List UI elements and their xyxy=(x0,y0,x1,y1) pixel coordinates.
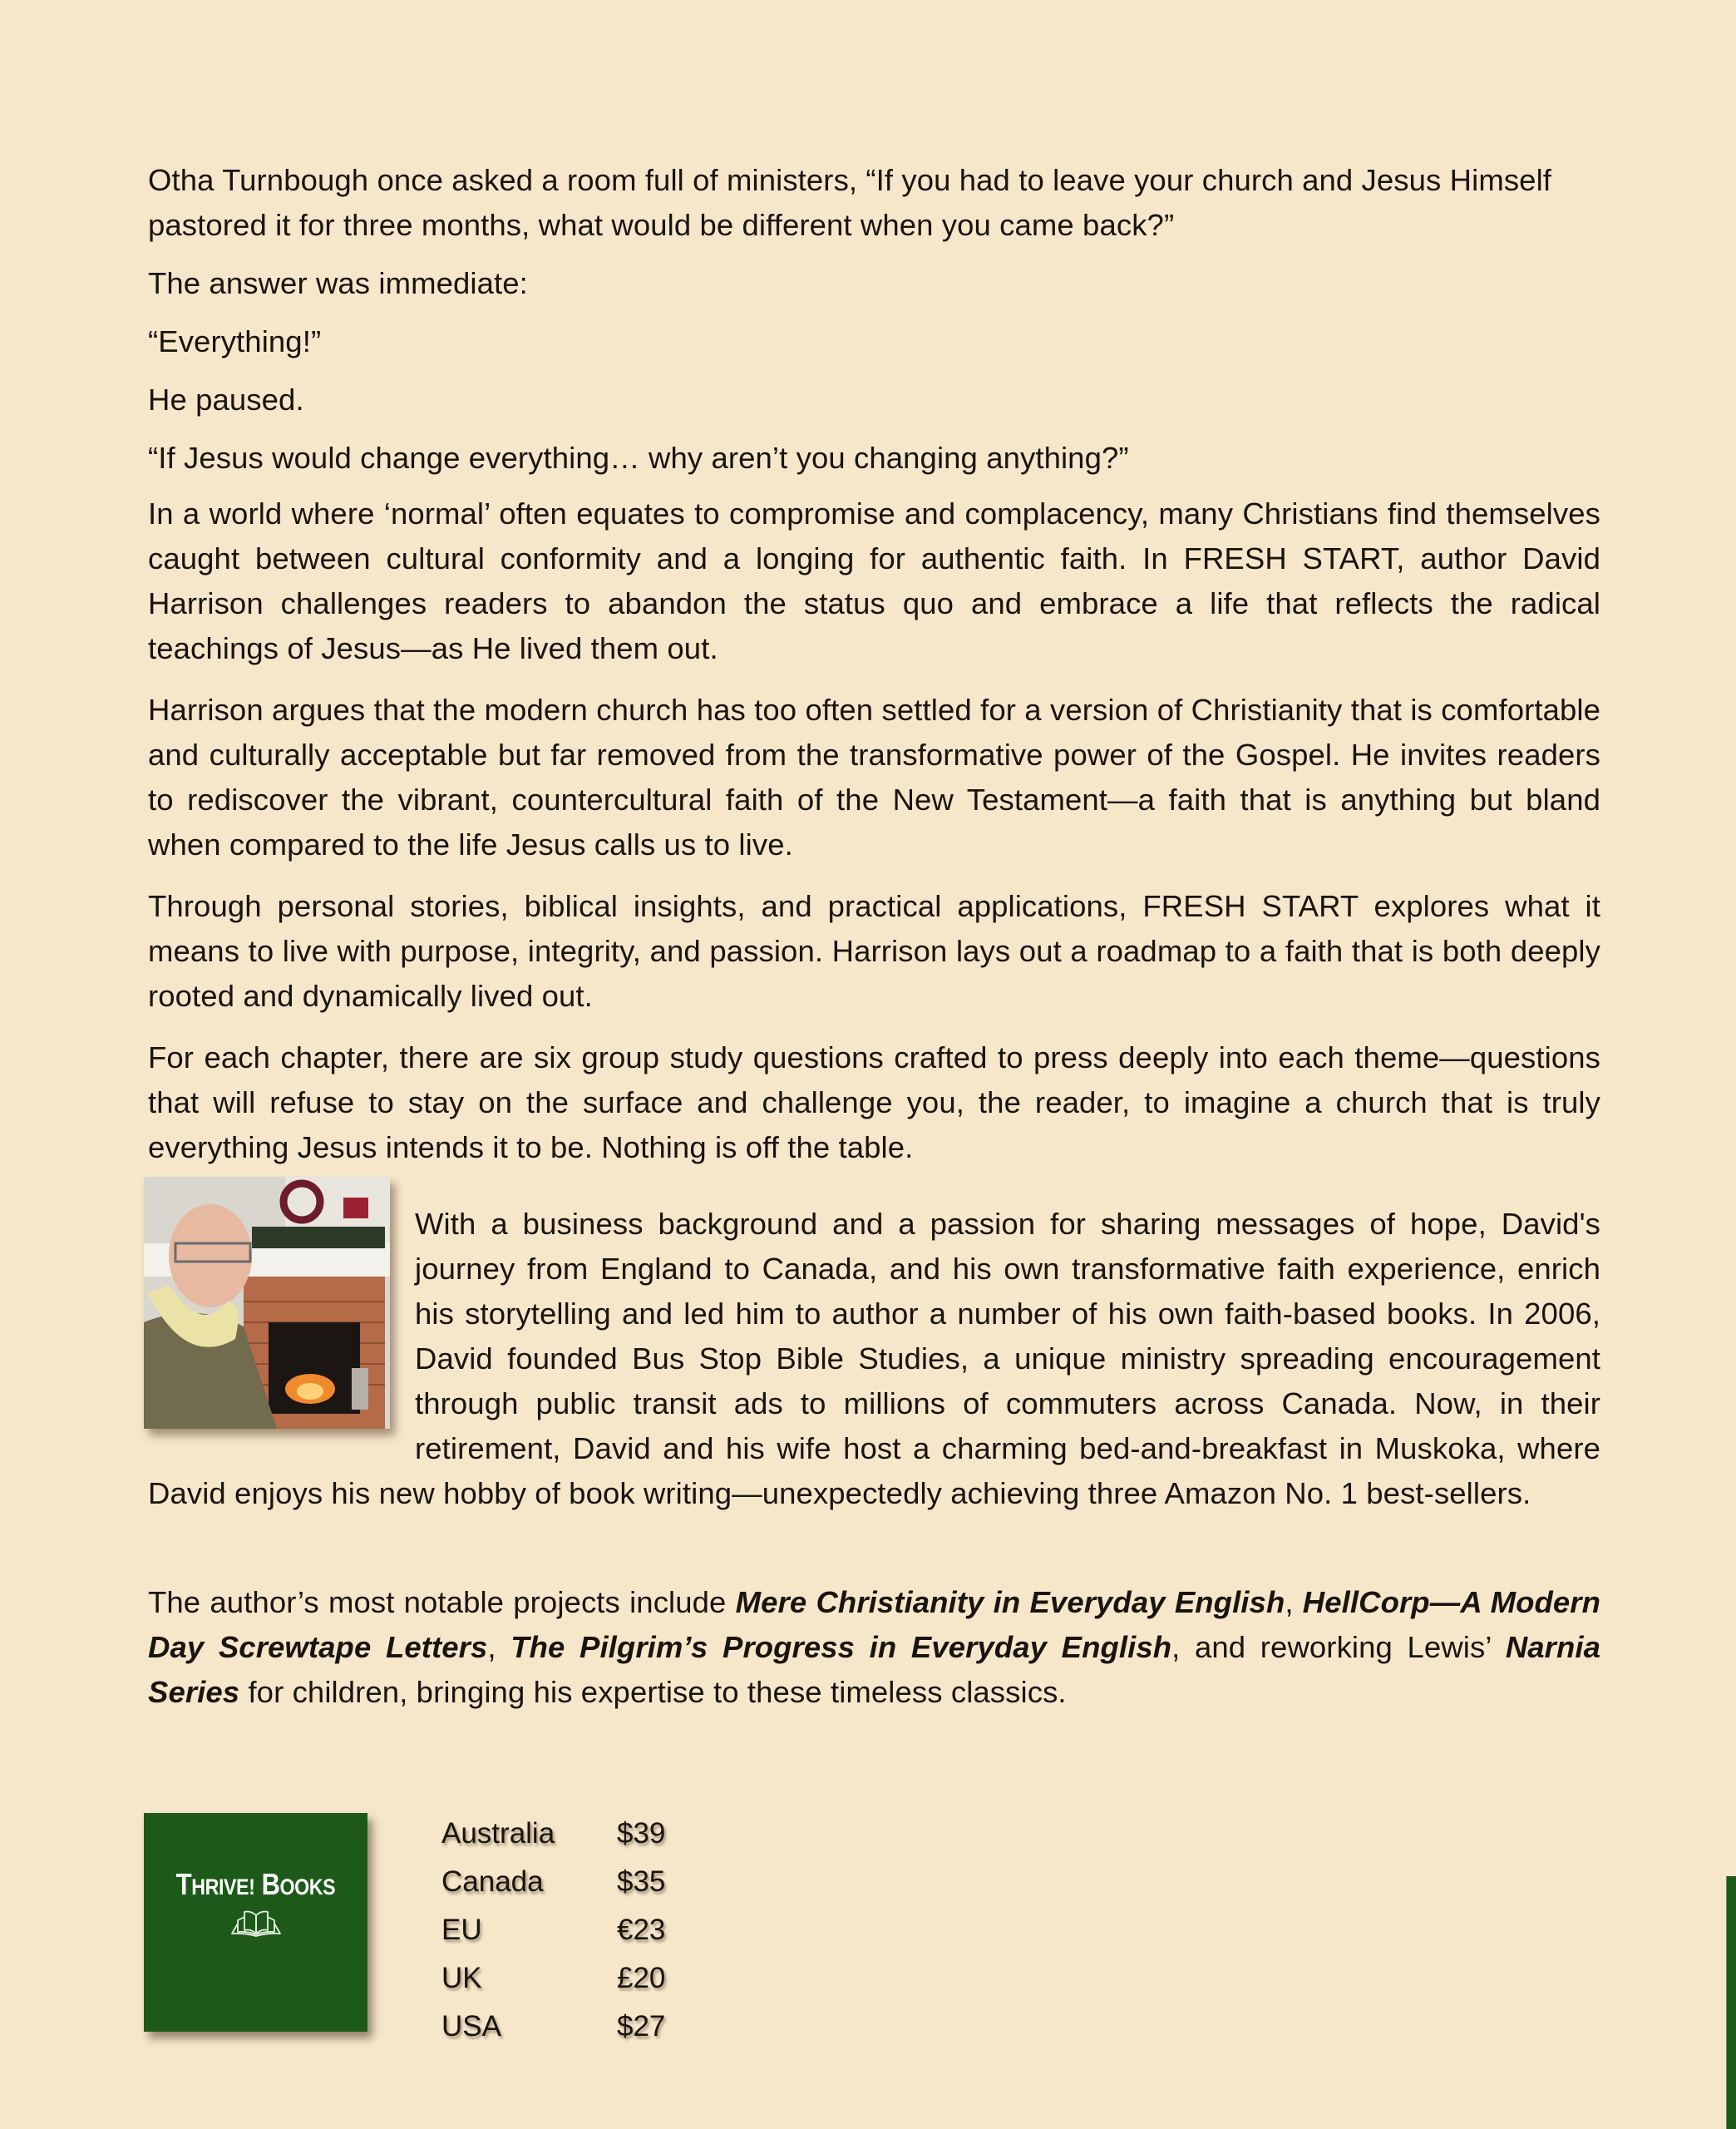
open-book-icon xyxy=(230,1909,282,1937)
project-title-pilgrims-progress: The Pilgrim’s Progress in Everyday English xyxy=(510,1630,1172,1664)
synopsis-paragraph-1: In a world where ‘normal’ often equates to compromise and complacency, many Christians find themselves caught between cultural conformity and a longing for authentic faith. In FRESH START, author David Harrison challenges readers to abandon the status quo and embrace a life that reflects the radical teachings of Jesus—as He lived them out. xyxy=(148,496,1600,665)
projects-tail-text: for children, bringing his expertise to these timeless classics. xyxy=(239,1675,1067,1709)
project-title-hellcorp: HellCorp—A Modern Day Screwtape Letters xyxy=(148,1585,1600,1664)
synopsis-paragraph-2: Harrison argues that the modern church has too often settled for a version of Christianity that is comfortable and culturally acceptable but far removed from the transformative power of the Gospel. He invites readers to rediscover the vibrant, countercultural faith of the New Testament—a faith that is anything but bland when compared to the life Jesus calls us to live. xyxy=(148,693,1600,862)
price-value: £20 xyxy=(617,1962,666,1994)
projects-lead-text: The author’s most notable projects include xyxy=(148,1585,736,1619)
logo-word-rest: OOKS xyxy=(279,1875,336,1899)
author-bio-section xyxy=(148,1202,1600,1516)
author-portrait-image xyxy=(144,1177,390,1429)
logo-initial: T xyxy=(175,1867,192,1901)
price-value: €23 xyxy=(617,1914,666,1946)
price-value: $39 xyxy=(617,1817,666,1850)
price-country: Australia xyxy=(441,1817,555,1850)
synopsis-paragraph-4: For each chapter, there are six group study questions crafted to press deeply into each theme—questions that will refuse to stay on the surface and challenge you, the reader, to imagine a church that is truly everything Jesus intends it to be. Nothing is off the table. xyxy=(148,1040,1600,1164)
price-country: UK xyxy=(441,1962,482,1994)
project-title-narnia: Narnia Series xyxy=(148,1630,1601,1709)
synopsis-paragraph-3: Through personal stories, biblical insights, and practical applications, FRESH START explores what it means to live with purpose, integrity, and passion. Harrison lays out a roadmap to a faith that is both deeply rooted and dynamically lived out. xyxy=(148,889,1600,1013)
spine-accent-bar xyxy=(1726,1876,1736,2129)
synopsis-section xyxy=(148,491,1600,1170)
publisher-logo-text xyxy=(160,1868,352,1904)
price-country: Canada xyxy=(441,1865,544,1898)
projects-separator: , xyxy=(1285,1585,1303,1619)
projects-section xyxy=(148,1580,1600,1715)
question-quote: “If Jesus would change everything… why aren’t you changing anything?” xyxy=(148,441,1129,475)
price-country: EU xyxy=(441,1914,482,1946)
price-row xyxy=(441,1954,665,2003)
he-paused-line: He paused. xyxy=(148,383,304,417)
price-country: USA xyxy=(441,2010,501,2043)
price-row xyxy=(441,1906,665,1954)
price-list xyxy=(441,1810,665,2051)
price-row xyxy=(441,2003,665,2051)
answer-line: The answer was immediate: xyxy=(148,266,528,300)
author-photo xyxy=(144,1177,390,1429)
price-row xyxy=(441,1858,665,1906)
intro-section xyxy=(148,158,1600,481)
project-title-mere-christianity: Mere Christianity in Everyday English xyxy=(735,1585,1285,1619)
intro-quote-paragraph: Otha Turnbough once asked a room full of ministers, “If you had to leave your church and Jesus Himself pastored it for three months, what would be different when you came back?” xyxy=(148,163,1552,242)
price-value: $35 xyxy=(617,1865,666,1898)
price-value: $27 xyxy=(617,2010,666,2043)
everything-quote: “Everything!” xyxy=(148,324,322,358)
author-bio-paragraph: With a business background and a passion for sharing messages of hope, David's journey from England to Canada, and his own transformative faith experience, enrich his storytelling and led him to author a number of his own faith-based books. In 2006, David founded Bus Stop Bible Studies, a unique ministry spreading encouragement through public transit ads to millions of commuters across Canada. Now, in their retirement, David and his wife host a charming bed-and-breakfast in Muskoka, where David enjoys his new hobby of book writing—unexpectedly achieving three Amazon No. 1 best-sellers. xyxy=(148,1207,1600,1510)
projects-mid-text: , and reworking Lewis’ xyxy=(1171,1630,1506,1664)
publisher-logo xyxy=(144,1813,367,2032)
logo-initial: B xyxy=(261,1867,280,1901)
projects-separator: , xyxy=(487,1630,511,1664)
logo-word-rest: HRIVE! xyxy=(191,1875,255,1899)
projects-paragraph xyxy=(148,1580,1600,1715)
price-row xyxy=(441,1810,665,1858)
